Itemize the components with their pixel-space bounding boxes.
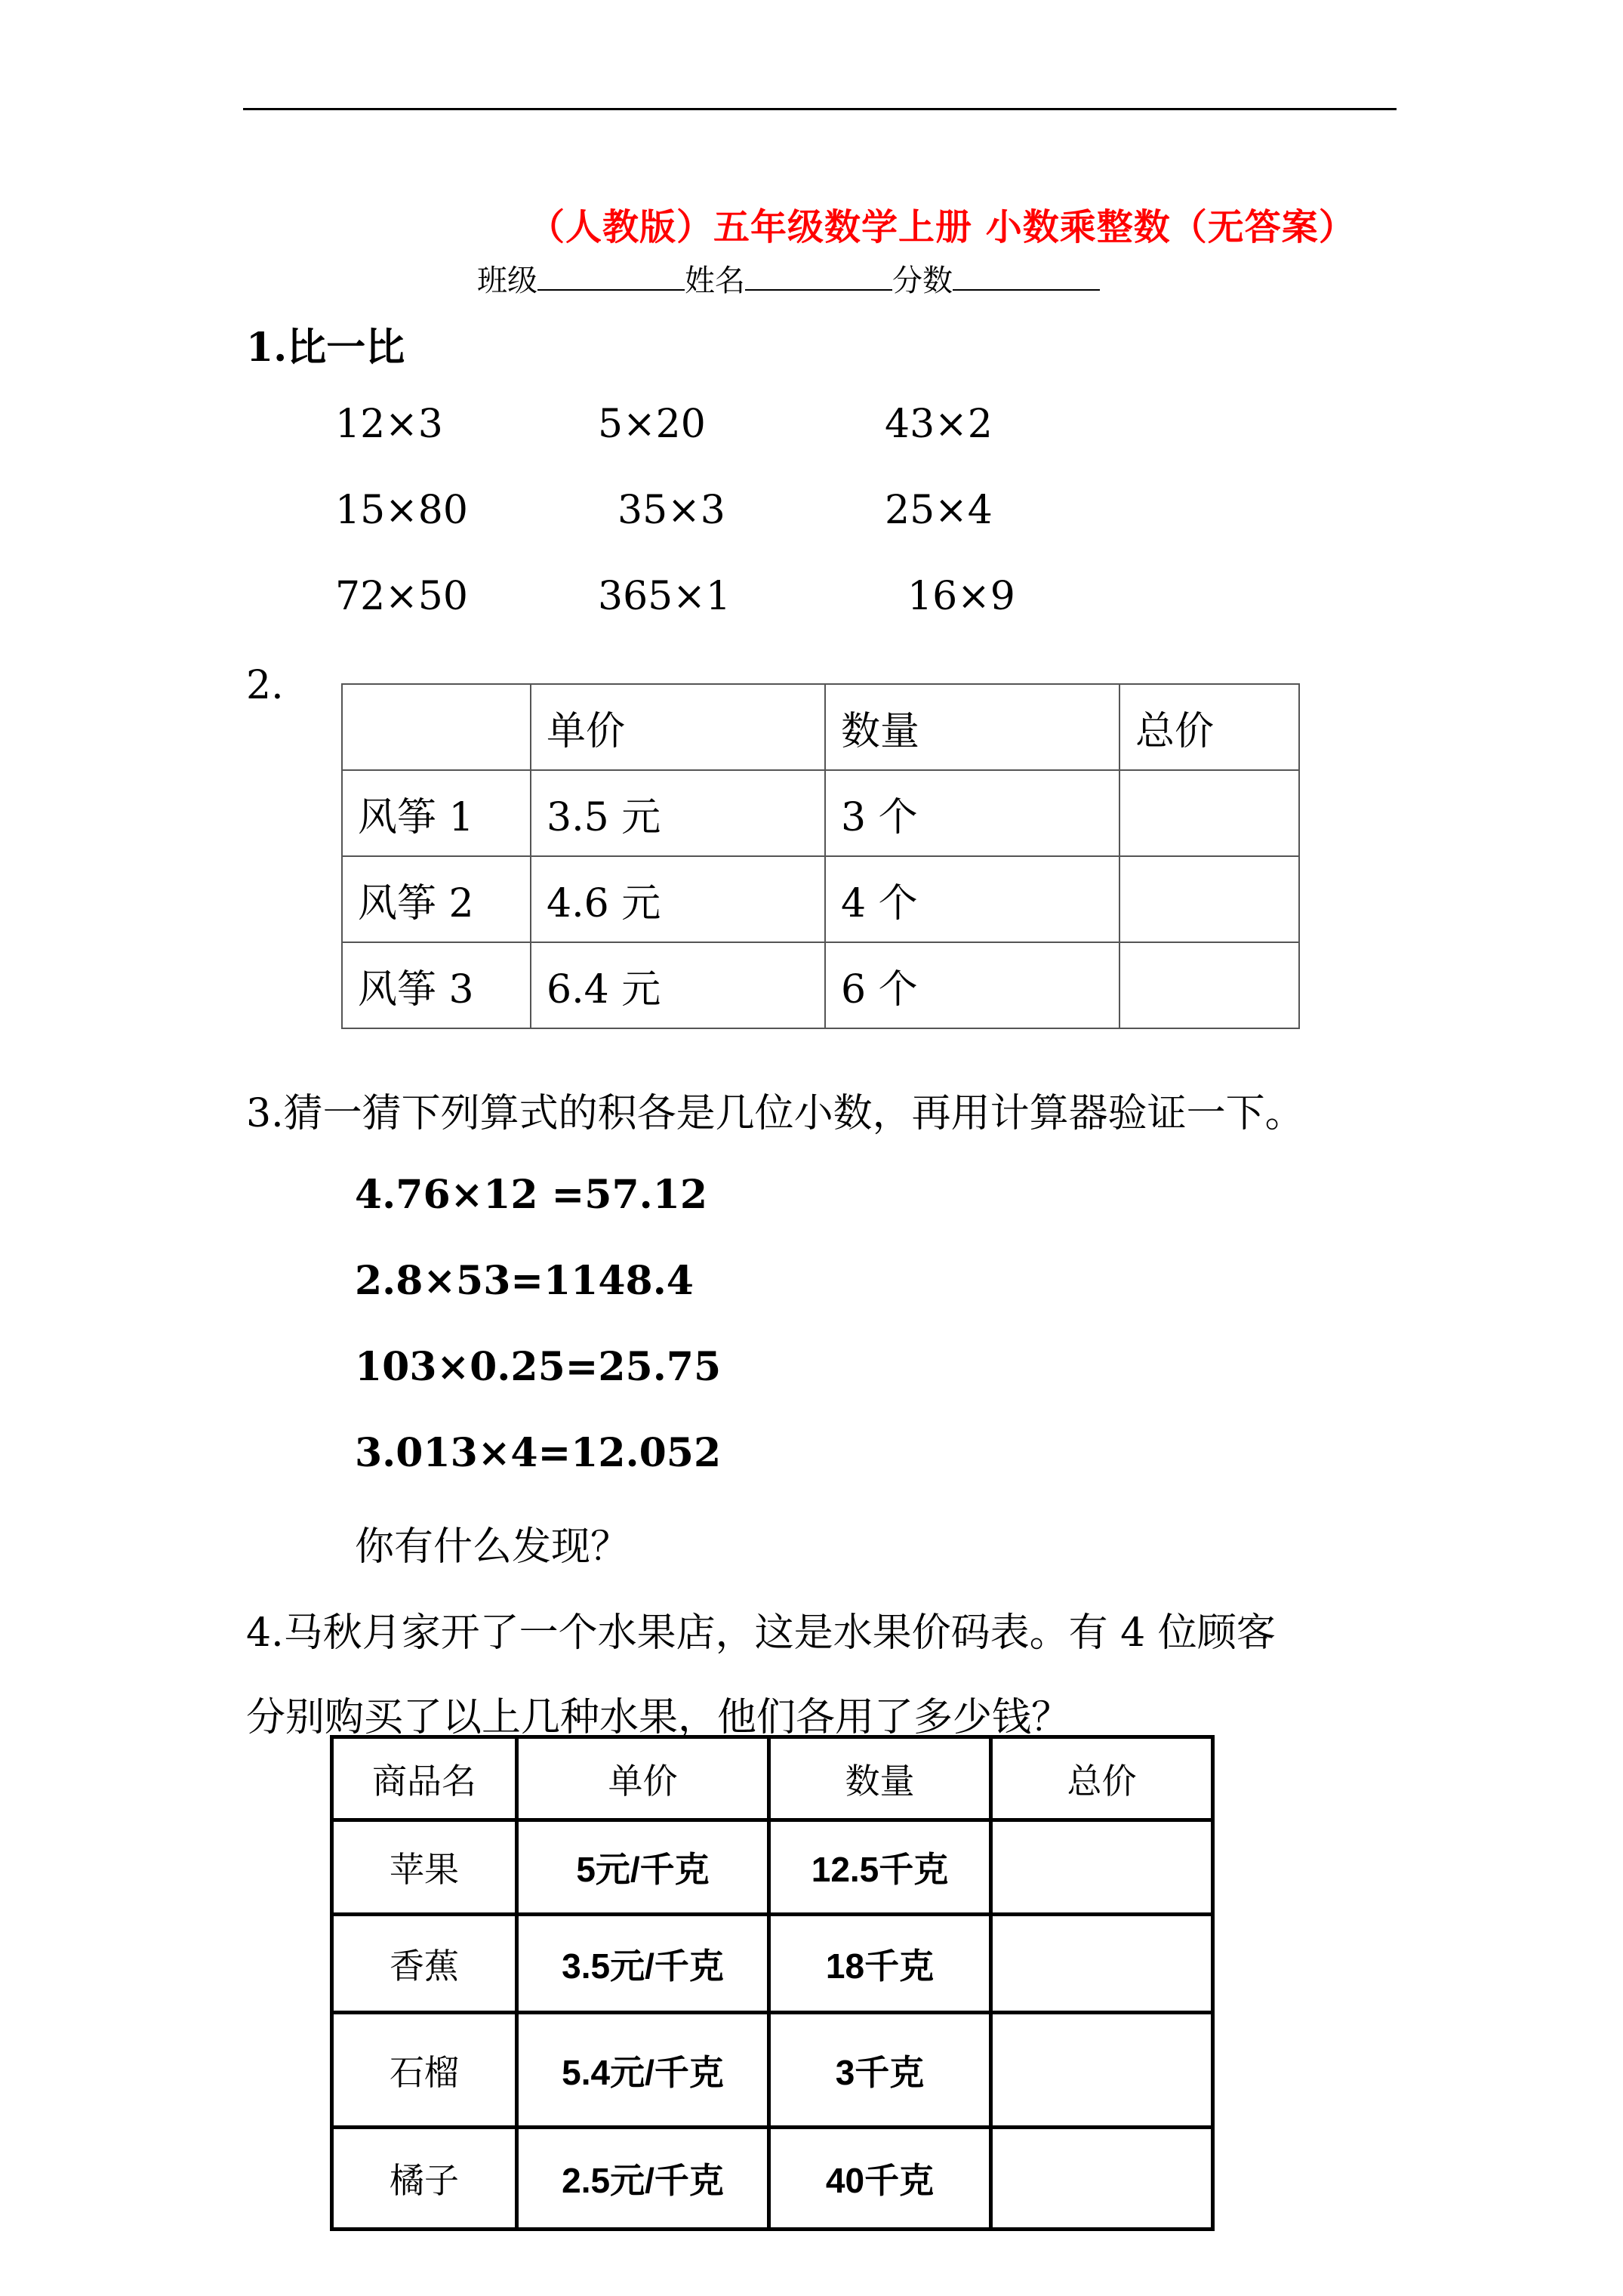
table-cell: 风筝 3: [342, 942, 531, 1028]
q1-expr: 15×80: [335, 488, 468, 533]
q1-expr: 25×4: [885, 488, 993, 533]
table-header-row: [332, 1737, 1213, 1820]
q1-expr: 35×3: [617, 488, 725, 533]
kite-price-table: [341, 683, 1300, 1029]
table-cell: 橘子: [332, 2128, 517, 2230]
answer-cell[interactable]: [1119, 942, 1299, 1028]
table-header-cell: 商品名: [332, 1737, 517, 1820]
table-header-row: [342, 684, 1299, 770]
name-label: 姓名: [685, 264, 745, 298]
table-cell: 12.5千克: [769, 1820, 991, 1915]
table-cell: 18千克: [769, 1915, 991, 2013]
class-blank[interactable]: [537, 262, 685, 291]
table-row: [332, 2013, 1213, 2128]
table-cell: 5.4元/千克: [517, 2013, 769, 2128]
table-cell: 苹果: [332, 1820, 517, 1915]
score-label: 分数: [892, 264, 953, 298]
table-cell: 香蕉: [332, 1915, 517, 2013]
score-blank[interactable]: [953, 262, 1100, 291]
q4-text-line1: 4.马秋月家开了一个水果店，这是水果价码表。有 4 位顾客: [246, 1610, 1276, 1656]
table-row: [342, 856, 1299, 942]
q1-expr: 365×1: [598, 574, 731, 619]
table-row: [332, 1820, 1213, 1915]
q1-expr: 72×50: [335, 574, 468, 619]
table-cell: 3.5 元: [531, 770, 825, 856]
q3-heading: 3.猜一猜下列算式的积各是几位小数，再用计算器验证一下。: [246, 1091, 1304, 1136]
answer-cell[interactable]: [1119, 770, 1299, 856]
table-cell: 6.4 元: [531, 942, 825, 1028]
table-cell: 3千克: [769, 2013, 991, 2128]
table-row: [342, 942, 1299, 1028]
table-header-cell: 总价: [991, 1737, 1213, 1820]
q1-heading: 1.比一比: [246, 325, 405, 371]
table-row: [332, 1915, 1213, 2013]
page-title: （人教版）五年级数学上册 小数乘整数（无答案）: [528, 206, 1356, 248]
q1-expr: 16×9: [907, 574, 1015, 619]
table-cell: 4 个: [825, 856, 1119, 942]
header-rule: [243, 108, 1397, 110]
q3-prompt: 你有什么发现？: [355, 1524, 630, 1570]
name-blank[interactable]: [745, 262, 892, 291]
q3-equation: 3.013×4=12.052: [355, 1430, 722, 1476]
table-header-cell: [342, 684, 531, 770]
q4-text-line2: 分别购买了以上几种水果，他们各用了多少钱？: [246, 1695, 1071, 1740]
table-row: [332, 2128, 1213, 2230]
answer-cell[interactable]: [991, 1915, 1213, 2013]
answer-cell[interactable]: [991, 2013, 1213, 2128]
table-cell: 风筝 2: [342, 856, 531, 942]
table-header-cell: 数量: [825, 684, 1119, 770]
table-cell: 2.5元/千克: [517, 2128, 769, 2230]
table-cell: 风筝 1: [342, 770, 531, 856]
table-header-cell: 总价: [1119, 684, 1299, 770]
table-cell: 6 个: [825, 942, 1119, 1028]
q1-expr: 12×3: [335, 402, 443, 447]
answer-cell[interactable]: [991, 1820, 1213, 1915]
table-cell: 3 个: [825, 770, 1119, 856]
q3-equation: 4.76×12 =57.12: [355, 1172, 708, 1218]
q2-number: 2.: [246, 663, 284, 708]
q3-equation: 2.8×53=1148.4: [355, 1258, 694, 1304]
table-cell: 5元/千克: [517, 1820, 769, 1915]
table-header-cell: 单价: [517, 1737, 769, 1820]
table-cell: 3.5元/千克: [517, 1915, 769, 2013]
q1-expr: 5×20: [598, 402, 706, 447]
table-header-cell: 单价: [531, 684, 825, 770]
table-cell: 4.6 元: [531, 856, 825, 942]
table-header-cell: 数量: [769, 1737, 991, 1820]
q1-expr: 43×2: [885, 402, 993, 447]
table-row: [342, 770, 1299, 856]
answer-cell[interactable]: [1119, 856, 1299, 942]
student-info-line: [477, 257, 1100, 300]
table-cell: 40千克: [769, 2128, 991, 2230]
table-cell: 石榴: [332, 2013, 517, 2128]
q3-equation: 103×0.25=25.75: [355, 1344, 722, 1390]
fruit-price-table: [330, 1735, 1215, 2231]
class-label: 班级: [477, 264, 537, 298]
answer-cell[interactable]: [991, 2128, 1213, 2230]
